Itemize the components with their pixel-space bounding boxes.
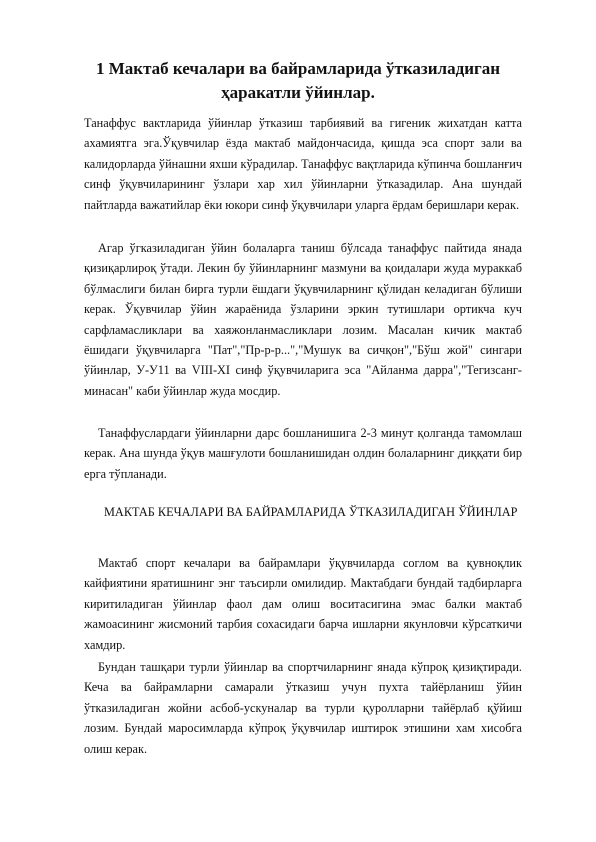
paragraph-school-evenings: Мактаб спорт кечалари ва байрамлари ўқувчиларда соглом ва қувноқлик кайфиятини яратишнинг энг таъсирли омилидир. Мактабдаги бундай тадбирларга киритиладиган ўйинлар фаол дам олиш воситасигина эмас балки мактаб жамоасининг жисмоний тарбия сохасидаги барча ишларни якунловчи кўрсаткичи хамдир. — [84, 556, 522, 652]
paragraph-breaks: Танаффус вактларида ўйинлар ўтказиш тарбиявий ва гигеник жихатдан катта ахамиятга эга.Ўқувчилар ёзда мактаб майдончасида, қишда эса спорт зали ва калидорларда ўйнашни яхши кўрадилар. Танаффус вақтларида кўпинча бошланғич синф ўқувчиларининг ўзлари хар хил ўйинларни ўтказадилар. Ана шундай пайтларда важатийлар ёки юкори синф ўқувчилари уларга ёрдам беришлари керак. — [84, 116, 522, 212]
paragraph-familiar-games: Агар ўгказиладиган ўйин болаларга таниш бўлсада танаффус пайтида янада қизиқарлироқ ўтади. Лекин бу ўйинларнинг мазмуни ва қоидалари жуда мураккаб бўлмаслиги билан бирга турли ёшдаги ўқувчиларнинг қўлидан келадиган бўлиши керак. Ўқувчилар ўйин жараёнида ўзларини эркин тутишлари ортикча куч сарфламасликлари ва хаяжонланмасликлари лозим. Масалан кичик мактаб ёшидаги ўқувчиларга "Пат","Пр-р-р...","Мушук ва сичқон","Бўш жой" сингари ўйинлар, У-У11 ва VIII-XI синф ўқувчиларига эса "Айланма дарра","Тегизсанг-минасан" каби ўйинлар жуда мосдир. — [84, 241, 522, 398]
section-heading: МАКТАБ КЕЧАЛАРИ ВА БАЙРАМЛАРИДА ЎТКАЗИЛАДИГАН ЎЙИНЛАР — [104, 505, 518, 519]
page-title: 1 Мактаб кечалари ва байрамларида ўтказиладиган ҳаракатли ўйинлар. — [95, 59, 501, 102]
paragraph-finish-games: Танаффуслардаги ўйинларни дарс бошланишига 2-3 минут қолганда тамомлаш керак. Ана шунда ўқув машғулоти бошланишидан олдин болаларнинг диққати бир ерга тўпланади. — [84, 426, 522, 481]
paragraph-preparation: Бундан ташқари турли ўйинлар ва спортчиларнинг янада кўпроқ қизиқтиради. Кеча ва байрамларни самарали ўтказиш учун пухта тайёрланиш ўйин ўтказиладиган жойни асбоб-ускуналар ва турли қуролларни тайёрлаб қўйиш лозим. Бундай маросимларда кўпроқ ўқувчилар иштирок этишини хам хисобга олиш керак. — [84, 660, 522, 756]
